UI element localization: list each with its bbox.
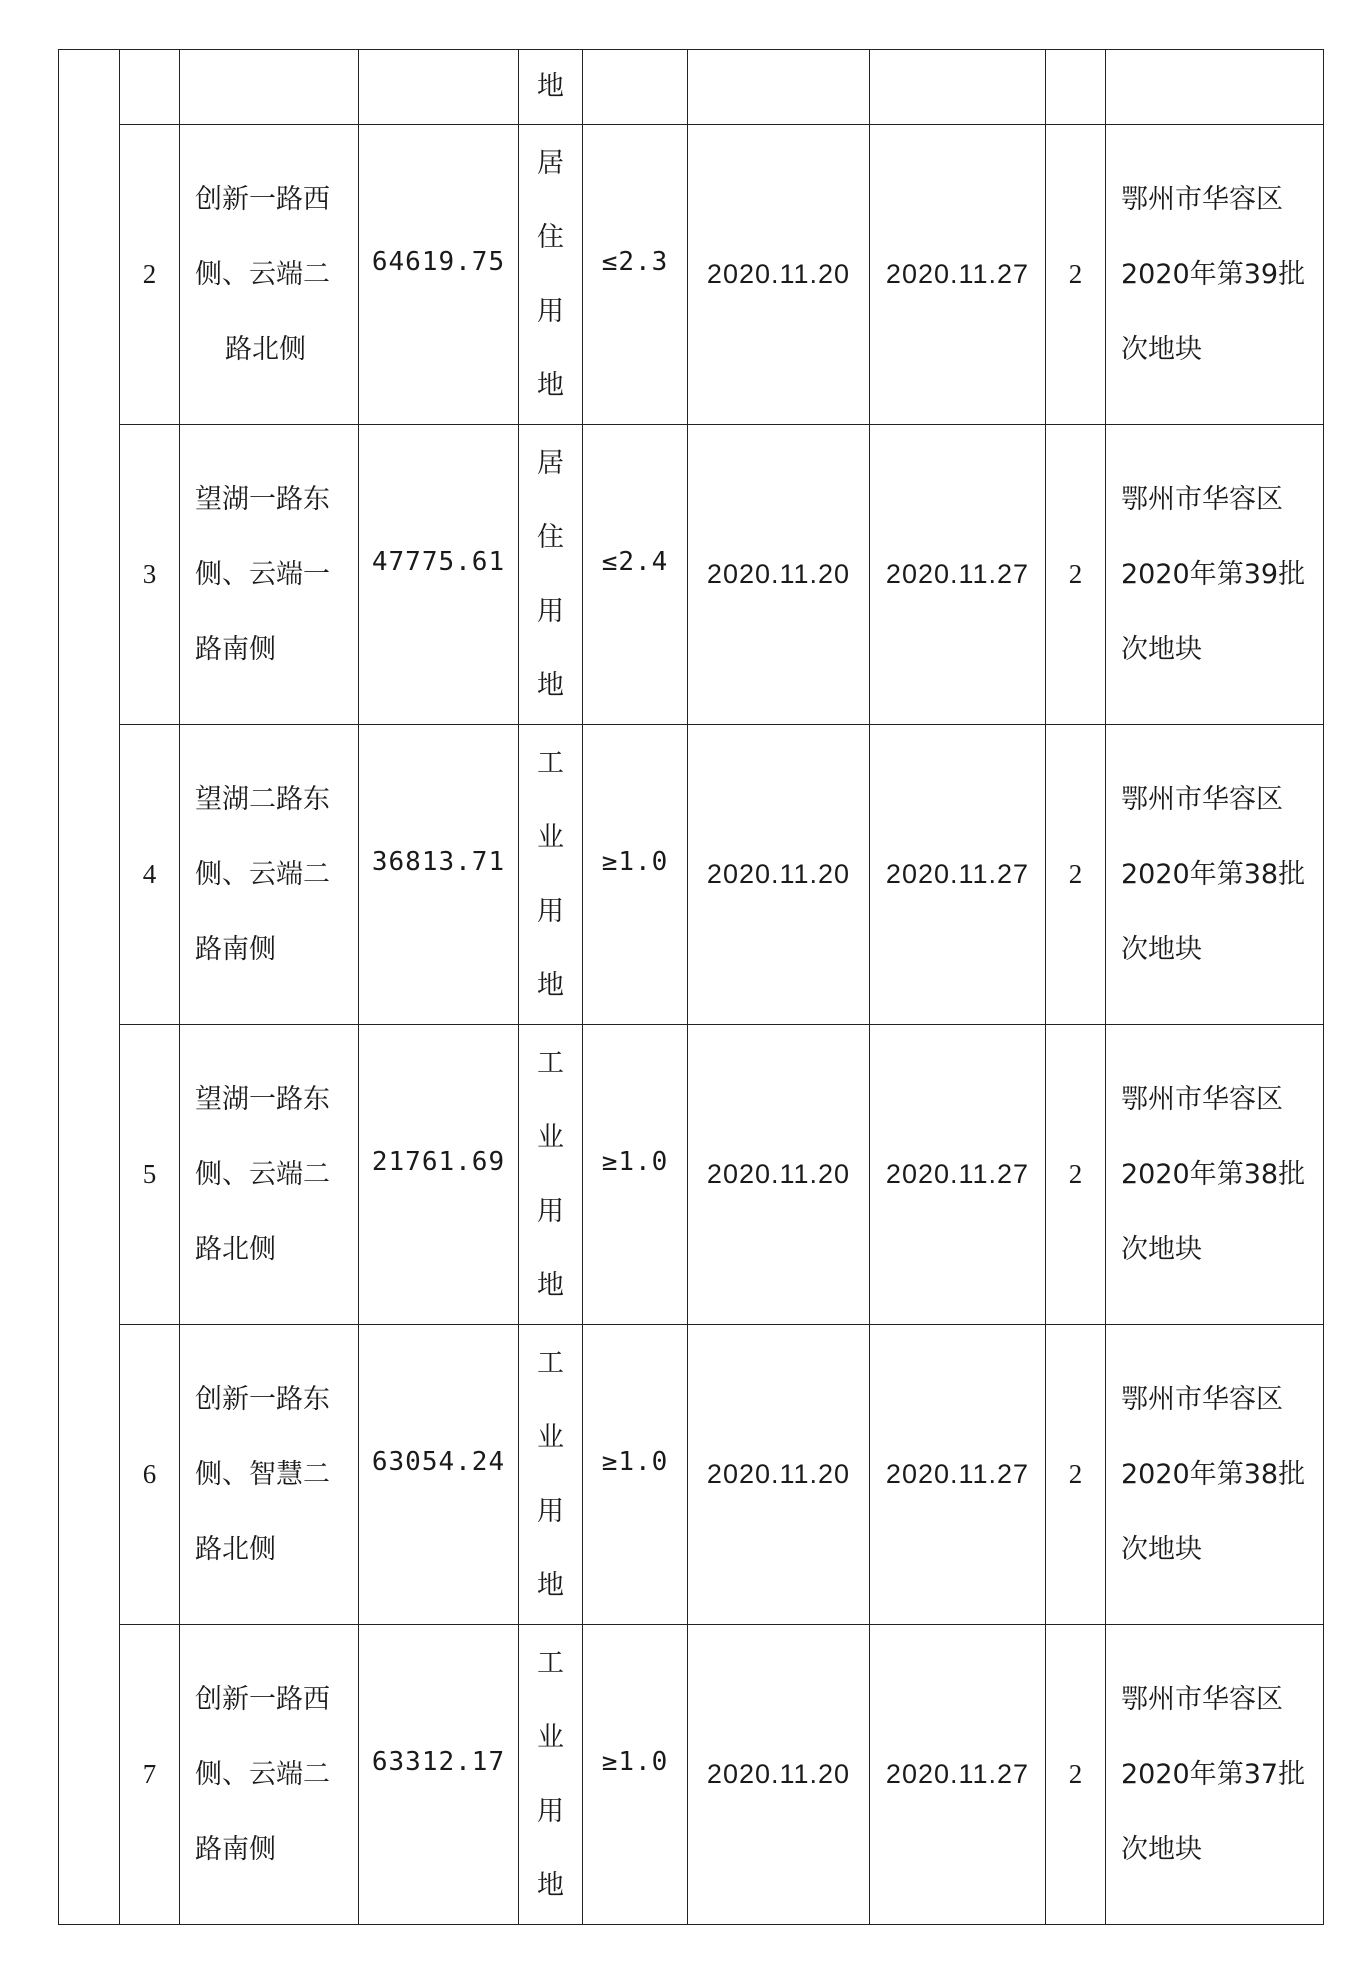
remark-line: 2020年第38批 [1121, 859, 1306, 890]
end-date: 2020.11.27 [885, 1159, 1030, 1189]
table-row [59, 425, 1324, 725]
index-cell [120, 50, 180, 125]
land-use-char: 用 [537, 1795, 564, 1827]
area-value: 21761.69 [371, 1147, 506, 1177]
land-use-cell [519, 1325, 583, 1625]
table-row [59, 1325, 1324, 1625]
land-use-char: 用 [537, 295, 564, 327]
row-index: 5 [142, 1159, 157, 1189]
land-use-cell [519, 1625, 583, 1925]
location-line: 望湖一路东 [195, 1084, 330, 1115]
land-use-char: 用 [537, 1195, 564, 1227]
remark-cell [1106, 1625, 1324, 1925]
start-date: 2020.11.20 [706, 259, 851, 289]
end-date-cell [870, 725, 1046, 1025]
table-row [59, 125, 1324, 425]
years-cell [1046, 725, 1106, 1025]
location-line: 创新一路东 [195, 1384, 330, 1415]
remark-line: 鄂州市华容区 [1121, 1684, 1283, 1715]
years-value: 2 [1068, 259, 1083, 289]
remark-line: 鄂州市华容区 [1121, 784, 1283, 815]
plot-ratio-cell [583, 425, 688, 725]
years-cell [1046, 1625, 1106, 1925]
land-use-char: 用 [537, 895, 564, 927]
remark-line: 次地块 [1121, 1234, 1202, 1265]
table-row [59, 1625, 1324, 1925]
index-cell [120, 1025, 180, 1325]
plot-ratio-value: ≤2.4 [601, 547, 669, 577]
land-use-char: 地 [537, 669, 564, 701]
land-use-cell [519, 725, 583, 1025]
land-use-char: 地 [537, 1269, 564, 1301]
area-cell [359, 50, 519, 125]
end-date: 2020.11.27 [885, 559, 1030, 589]
start-date-cell [688, 125, 870, 425]
end-date-cell [870, 125, 1046, 425]
location-cell [180, 50, 359, 125]
merged-left-column [59, 50, 120, 1925]
location-line: 路南侧 [195, 634, 276, 665]
location-line: 侧、云端二 [195, 259, 330, 290]
land-use-char: 工 [537, 747, 564, 779]
start-date-cell [688, 1025, 870, 1325]
years-value: 2 [1068, 1759, 1083, 1789]
end-date-cell [870, 1325, 1046, 1625]
plot-ratio-value: ≥1.0 [601, 847, 669, 877]
start-date-cell [688, 1325, 870, 1625]
index-cell [120, 125, 180, 425]
remark-line: 2020年第39批 [1121, 559, 1306, 590]
years-value: 2 [1068, 1159, 1083, 1189]
location-line: 望湖二路东 [195, 784, 330, 815]
location-line: 路北侧 [225, 334, 306, 365]
end-date-cell [870, 1625, 1046, 1925]
years-cell [1046, 125, 1106, 425]
remark-line: 鄂州市华容区 [1121, 1084, 1283, 1115]
remark-line: 2020年第38批 [1121, 1159, 1306, 1190]
land-use-cell [519, 50, 583, 125]
end-date: 2020.11.27 [885, 1459, 1030, 1489]
plot-ratio-cell [583, 725, 688, 1025]
land-parcel-table [58, 49, 1324, 1925]
land-parcel-table-page [58, 49, 1324, 1925]
area-value: 36813.71 [371, 847, 506, 877]
land-use-char: 地 [537, 969, 564, 1001]
row-index: 6 [142, 1459, 157, 1489]
remark-line: 鄂州市华容区 [1121, 484, 1283, 515]
years-cell [1046, 425, 1106, 725]
years-value: 2 [1068, 1459, 1083, 1489]
land-use-char: 居 [537, 147, 564, 179]
table-row [59, 725, 1324, 1025]
remark-cell [1106, 125, 1324, 425]
start-date-cell [688, 425, 870, 725]
remark-line: 2020年第37批 [1121, 1759, 1306, 1790]
area-value: 47775.61 [371, 547, 506, 577]
index-cell [120, 425, 180, 725]
land-use-char: 工 [537, 1647, 564, 1679]
remark-line: 次地块 [1121, 934, 1202, 965]
land-use-char: 业 [537, 821, 564, 853]
start-date-cell [688, 50, 870, 125]
location-cell [180, 1025, 359, 1325]
land-use-char: 工 [537, 1347, 564, 1379]
continuation-row [59, 50, 1324, 125]
land-use-char: 地 [537, 1569, 564, 1601]
land-use-char: 用 [537, 595, 564, 627]
plot-ratio-cell [583, 1025, 688, 1325]
plot-ratio-cell [583, 1625, 688, 1925]
row-index: 7 [142, 1759, 157, 1789]
area-value: 63054.24 [371, 1447, 506, 1477]
location-line: 路南侧 [195, 934, 276, 965]
land-use-tail: 地 [537, 71, 564, 102]
end-date: 2020.11.27 [885, 1759, 1030, 1789]
remark-cell [1106, 1325, 1324, 1625]
plot-ratio-cell [583, 1325, 688, 1625]
plot-ratio-value: ≥1.0 [601, 1147, 669, 1177]
years-value: 2 [1068, 559, 1083, 589]
location-line: 望湖一路东 [195, 484, 330, 515]
location-line: 侧、智慧二 [195, 1459, 330, 1490]
area-cell [359, 1025, 519, 1325]
remark-line: 次地块 [1121, 334, 1202, 365]
plot-ratio-value: ≤2.3 [601, 247, 669, 277]
location-line: 侧、云端二 [195, 1159, 330, 1190]
land-use-char: 住 [537, 221, 564, 253]
area-cell [359, 425, 519, 725]
location-line: 侧、云端二 [195, 859, 330, 890]
plot-ratio-cell [583, 50, 688, 125]
row-index: 4 [142, 859, 157, 889]
land-use-char: 地 [537, 1869, 564, 1901]
remark-line: 2020年第38批 [1121, 1459, 1306, 1490]
remark-cell [1106, 425, 1324, 725]
years-cell [1046, 50, 1106, 125]
end-date-cell [870, 425, 1046, 725]
index-cell [120, 1625, 180, 1925]
table-row [59, 1025, 1324, 1325]
row-index: 2 [142, 259, 157, 289]
start-date: 2020.11.20 [706, 1159, 851, 1189]
location-line: 路南侧 [195, 1834, 276, 1865]
plot-ratio-cell [583, 125, 688, 425]
remark-cell [1106, 725, 1324, 1025]
land-use-cell [519, 425, 583, 725]
index-cell [120, 1325, 180, 1625]
location-cell [180, 1625, 359, 1925]
end-date-cell [870, 1025, 1046, 1325]
location-line: 路北侧 [195, 1534, 276, 1565]
location-line: 侧、云端一 [195, 559, 330, 590]
remark-line: 2020年第39批 [1121, 259, 1306, 290]
location-line: 侧、云端二 [195, 1759, 330, 1790]
years-cell [1046, 1025, 1106, 1325]
land-use-cell [519, 1025, 583, 1325]
index-cell [120, 725, 180, 1025]
land-use-char: 工 [537, 1047, 564, 1079]
location-line: 创新一路西 [195, 1684, 330, 1715]
land-use-char: 业 [537, 1421, 564, 1453]
area-cell [359, 1625, 519, 1925]
land-use-char: 业 [537, 1721, 564, 1753]
row-index: 3 [142, 559, 157, 589]
plot-ratio-value: ≥1.0 [601, 1747, 669, 1777]
end-date: 2020.11.27 [885, 259, 1030, 289]
years-cell [1046, 1325, 1106, 1625]
remark-line: 次地块 [1121, 1534, 1202, 1565]
location-cell [180, 125, 359, 425]
end-date: 2020.11.27 [885, 859, 1030, 889]
land-use-cell [519, 125, 583, 425]
land-use-char: 业 [537, 1121, 564, 1153]
start-date-cell [688, 1625, 870, 1925]
location-cell [180, 425, 359, 725]
area-cell [359, 1325, 519, 1625]
land-use-char: 地 [537, 369, 564, 401]
remark-cell [1106, 50, 1324, 125]
area-cell [359, 125, 519, 425]
start-date: 2020.11.20 [706, 1759, 851, 1789]
remark-line: 次地块 [1121, 1834, 1202, 1865]
location-line: 创新一路西 [195, 184, 330, 215]
remark-line: 鄂州市华容区 [1121, 184, 1283, 215]
area-value: 63312.17 [371, 1747, 506, 1777]
location-cell [180, 1325, 359, 1625]
land-use-char: 居 [537, 447, 564, 479]
remark-cell [1106, 1025, 1324, 1325]
plot-ratio-value: ≥1.0 [601, 1447, 669, 1477]
years-value: 2 [1068, 859, 1083, 889]
land-use-char: 住 [537, 521, 564, 553]
start-date: 2020.11.20 [706, 559, 851, 589]
remark-line: 鄂州市华容区 [1121, 1384, 1283, 1415]
start-date: 2020.11.20 [706, 859, 851, 889]
location-line: 路北侧 [195, 1234, 276, 1265]
area-cell [359, 725, 519, 1025]
start-date-cell [688, 725, 870, 1025]
start-date: 2020.11.20 [706, 1459, 851, 1489]
remark-line: 次地块 [1121, 634, 1202, 665]
land-use-char: 用 [537, 1495, 564, 1527]
end-date-cell [870, 50, 1046, 125]
area-value: 64619.75 [371, 247, 506, 277]
location-cell [180, 725, 359, 1025]
